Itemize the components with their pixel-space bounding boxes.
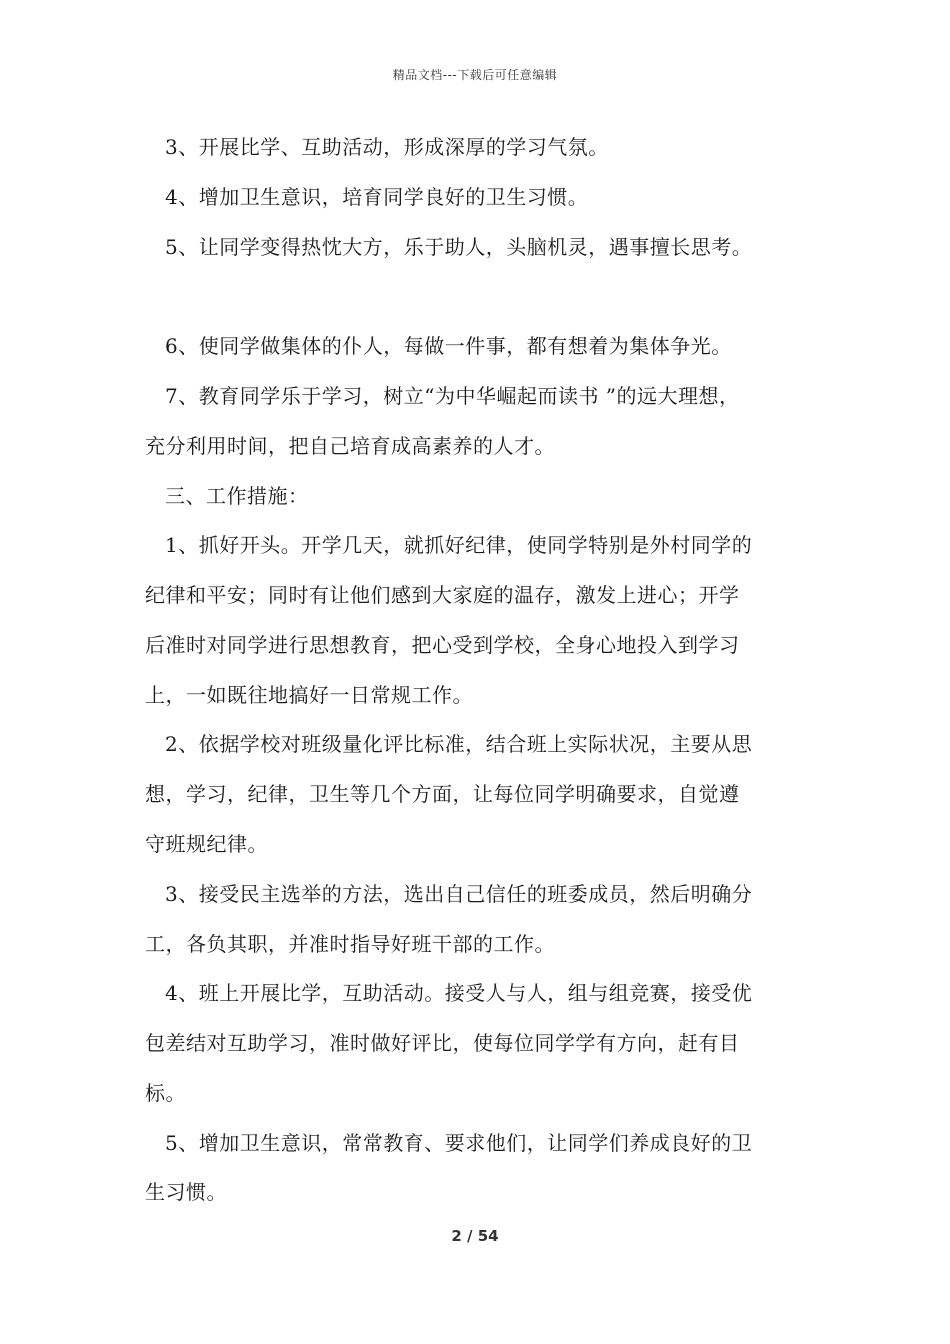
paragraph-line: 3、接受民主选举的方法，选出自己信任的班委成员，然后明确分 [165,882,753,906]
paragraph-line: 5、让同学变得热忱大方，乐于助人，头脑机灵，遇事擅长思考。 [165,235,753,259]
paragraph-line: 生习惯。 [145,1180,227,1204]
paragraph-line: 1、抓好开头。开学几天，就抓好纪律，使同学特别是外村同学的 [165,533,753,557]
paragraph-line: 守班规纪律。 [145,832,268,856]
paragraph-line: 3、开展比学、互助活动，形成深厚的学习气氛。 [165,135,609,159]
section-heading: 三、工作措施： [165,484,309,508]
paragraph-line: 上，一如既往地搞好一日常规工作。 [145,683,473,707]
page-number: 2 / 54 [451,1227,499,1245]
paragraph-line: 标。 [145,1081,186,1105]
paragraph-line: 想，学习，纪律，卫生等几个方面，让每位同学明确要求，自觉遵 [145,782,740,806]
paragraph-line: 4、班上开展比学，互助活动。接受人与人，组与组竞赛，接受优 [165,981,753,1005]
paragraph-line: 包差结对互助学习，准时做好评比，使每位同学学有方向，赶有目 [145,1031,740,1055]
paragraph-line: 后准时对同学进行思想教育，把心受到学校，全身心地投入到学习 [145,633,740,657]
paragraph-line: 纪律和平安；同时有让他们感到大家庭的温存，激发上进心；开学 [145,583,740,607]
paragraph-line: 2、依据学校对班级量化评比标准，结合班上实际状况，主要从思 [165,732,753,756]
page-header: 精品文档---下载后可任意编辑 [392,68,558,82]
paragraph-line: 5、增加卫生意识，常常教育、要求他们，让同学们养成良好的卫 [165,1131,753,1155]
paragraph-line: 充分利用时间，把自己培育成高素养的人才。 [145,434,555,458]
paragraph-line: 4、增加卫生意识，培育同学良好的卫生习惯。 [165,185,589,209]
paragraph-line: 7、教育同学乐于学习，树立“为中华崛起而读书 ”的远大理想， [165,384,740,408]
paragraph-line: 工，各负其职，并准时指导好班干部的工作。 [145,932,555,956]
paragraph-line: 6、使同学做集体的仆人，每做一件事，都有想着为集体争光。 [165,334,732,358]
